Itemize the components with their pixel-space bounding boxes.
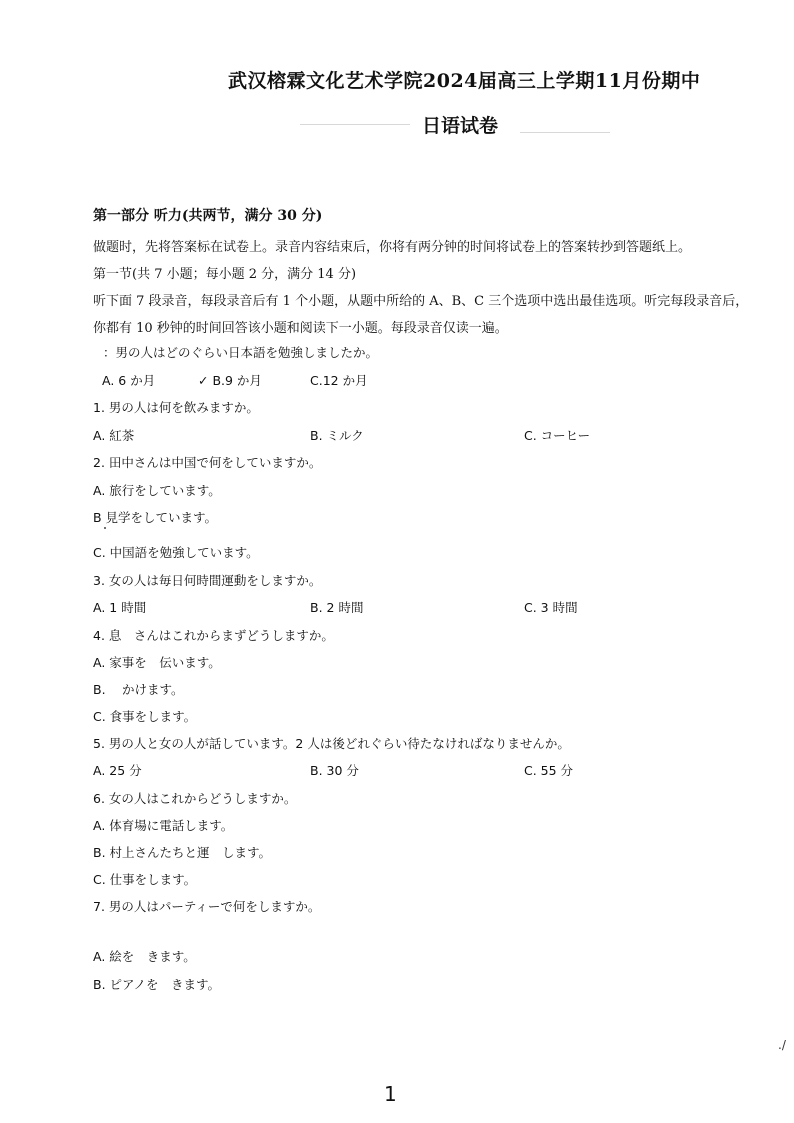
question-5: 5. 男の人と女の人が話しています。2 人は後どれぐらい待たなければなりませんか。	[93, 736, 570, 751]
section-instruction: 听下面 7 段录音，每段录音后有 1 个小题，从题中所给的 A、B、C 三个选项中选出最佳选项。听完每段录音后，	[93, 294, 749, 309]
q2-option-b: B 見学をしています。	[93, 510, 218, 525]
question-4: 4. 息 さんはこれからまずどうしますか。	[93, 628, 334, 643]
q6-option-b: B. 村上さんたちと運 します。	[93, 845, 272, 860]
question-3: 3. 女の人は毎日何時間運動をしますか。	[93, 573, 322, 588]
q1-option-a: A. 紅茶	[93, 428, 135, 443]
scan-edge-mark: ./	[778, 1038, 786, 1052]
q6-option-a: A. 体育場に電話します。	[93, 818, 234, 833]
q5-option-c: C. 55 分	[524, 763, 574, 778]
example-option-a: A. 6 か月	[102, 373, 156, 388]
q3-option-b: B. 2 時間	[310, 600, 364, 615]
q5-option-b: B. 30 分	[310, 763, 359, 778]
question-2: 2. 田中さんは中国で何をしていますか。	[93, 455, 322, 470]
question-7: 7. 男の人はパーティーで何をしますか。	[93, 899, 321, 914]
scan-smudge	[520, 132, 610, 133]
q3-option-a: A. 1 時間	[93, 600, 147, 615]
q5-option-a: A. 25 分	[93, 763, 142, 778]
page-number: 1	[384, 1082, 397, 1106]
question-6: 6. 女の人はこれからどうしますか。	[93, 791, 297, 806]
q3-option-c: C. 3 時間	[524, 600, 578, 615]
section-heading: 第一节(共 7 小题；每小题 2 分，满分 14 分)	[93, 267, 357, 282]
scan-smudge	[300, 124, 410, 125]
part-instruction: 做题时，先将答案标在试卷上。录音内容结束后，你将有两分钟的时间将试卷上的答案转抄到答题纸上。	[93, 240, 692, 255]
q4-option-a: A. 家事を 伝います。	[93, 655, 221, 670]
q7-option-b: B. ピアノを きます。	[93, 977, 221, 992]
example-question: ：男の人はどのぐらい日本語を勉強しましたか。	[103, 345, 379, 360]
q7-option-a: A. 絵を きます。	[93, 949, 196, 964]
section-instruction: 你都有 10 秒钟的时间回答该小题和阅读下一小题。每段录音仅读一遍。	[93, 321, 508, 336]
exam-subtitle: 日语试卷	[422, 115, 499, 137]
scan-dot	[104, 527, 106, 529]
example-option-c: C.12 か月	[310, 373, 368, 388]
part-heading: 第一部分 听力(共两节，满分 30 分)	[93, 208, 323, 224]
q2-option-a: A. 旅行をしています。	[93, 483, 221, 498]
q4-option-c: C. 食事をします。	[93, 709, 197, 724]
q6-option-c: C. 仕事をします。	[93, 872, 197, 887]
question-1: 1. 男の人は何を飲みますか。	[93, 400, 259, 415]
q4-option-b: B. かけます。	[93, 682, 184, 697]
exam-title: 武汉榕霖文化艺术学院2024届高三上学期11月份期中	[228, 70, 701, 92]
example-option-b: ✓ B.9 か月	[198, 373, 262, 388]
q1-option-c: C. コーヒー	[524, 428, 591, 443]
q2-option-c: C. 中国語を勉強しています。	[93, 545, 259, 560]
q1-option-b: B. ミルク	[310, 428, 364, 443]
